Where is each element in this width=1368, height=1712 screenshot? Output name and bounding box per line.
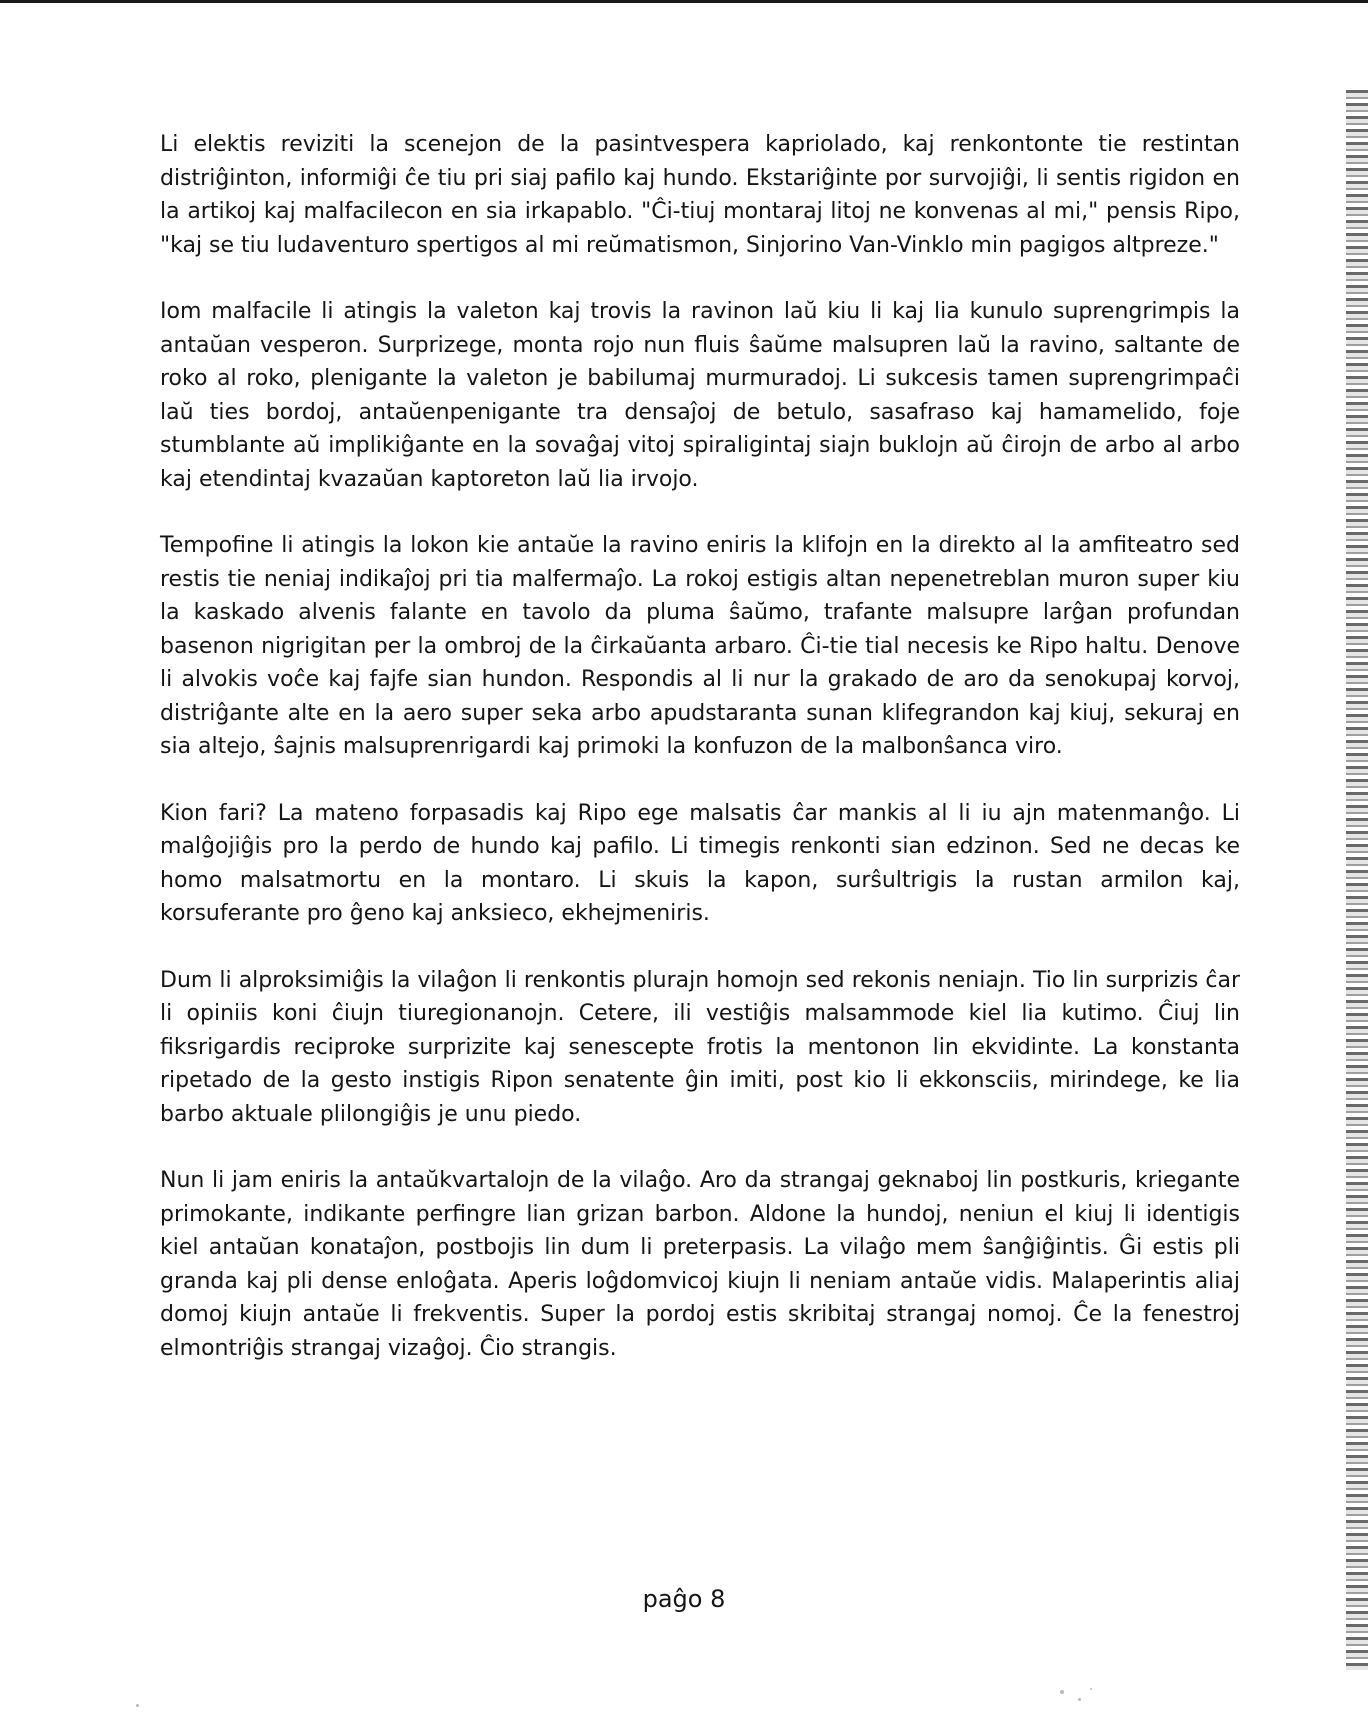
scan-speck [1090, 1688, 1092, 1690]
paragraph-1: Li elektis reviziti la scenejon de la pasintvespera kapriolado, kaj renkontonte tie restintan distriĝinton, informiĝi ĉe tiu pri siaj pafilo kaj hundo. Ekstariĝinte por survojiĝi, li sentis rigidon en la artikoj kaj malfacilecon en sia irkapablo. "Ĉi-tiuj montaraj litoj ne konvenas al mi," pensis Ripo, "kaj se tiu ludaventuro spertigos al mi reŭmatismon, Sinjorino Van-Vinklo min pagigos altpreze." [160, 132, 1240, 258]
scan-speck [1078, 1698, 1081, 1701]
document-body [160, 128, 1240, 1398]
scan-speck [1060, 1690, 1064, 1694]
paragraph-2: Iom malfacile li atingis la valeton kaj trovis la ravinon laŭ kiu li kaj lia kunulo suprengrimpis la antaŭan vesperon. Surprizege, monta rojo nun fluis ŝaŭme malsupren laŭ la ravino, saltante de roko al roko, plenigante la valeton je babilumaj murmuradoj. Li sukcesis tamen suprengrimpaĉi laŭ ties bordoj, antaŭenpenigante tra densaĵoj de betulo, sasafraso kaj hamamelido, foje stumblante aŭ implikiĝante en la sovaĝaj vitoj spiraligintaj siajn buklojn aŭ ĉirojn de arbo al arbo kaj etendintaj kvazaŭan kaptoreton laŭ lia irvojo. [160, 299, 1240, 492]
page-number: paĝo 8 [642, 1585, 726, 1613]
scan-right-edge-noise [1346, 90, 1368, 1670]
paragraph-6: Nun li jam eniris la antaŭkvartalojn de la vilaĝo. Aro da strangaj geknaboj lin postkuris, kriegante primokante, indikante perfingre lian grizan barbon. Aldone la hundoj, neniun el kiuj li identigis kiel antaŭan konataĵon, postbojis lin dum li preterpasis. La vilaĝo mem ŝanĝiĝintis. Ĝi estis pli granda kaj pli dense enloĝata. Aperis loĝdomvicoj kiujn li neniam antaŭe vidis. Malaperintis aliaj domoj kiujn antaŭe li frekventis. Super la pordoj estis skribitaj strangaj nomoj. Ĉe la fenestroj elmontriĝis strangaj vizaĝoj. Ĉio strangis. [160, 1168, 1240, 1361]
scan-top-border [0, 0, 1368, 3]
paragraph-4: Kion fari? La mateno forpasadis kaj Ripo ege malsatis ĉar mankis al li iu ajn matenmanĝo. Li malĝojiĝis pro la perdo de hundo kaj pafilo. Li timegis renkonti sian edzinon. Sed ne decas ke homo malsatmortu en la montaro. Li skuis la kapon, surŝultrigis la rustan armilon kaj, korsuferante pro ĝeno kaj anksieco, ekhejmeniris. [160, 800, 1240, 926]
paragraph-3: Tempofine li atingis la lokon kie antaŭe la ravino eniris la klifojn en la direkto al la amfiteatro sed restis tie neniaj indikaĵoj pri tia malfermaĵo. La rokoj estigis altan nepenetreblan muron super kiu la kaskado alvenis falante en tavolo da pluma ŝaŭmo, trafante malsupre larĝan profundan basenon nigrigitan per la ombroj de la ĉirkaŭanta arbaro. Ĉi-tie tial necesis ke Ripo haltu. Denove li alvokis voĉe kaj fajfe sian hundon. Respondis al li nur la grakado de aro da senokupaj korvoj, distriĝante alte en la aero super seka arbo apudstaranta sunan klifegrandon kaj kiuj, sekuraj en sia altejo, ŝajnis malsuprenrigardi kaj primoki la konfuzon de la malbonŝanca viro. [160, 533, 1240, 759]
paragraph-5: Dum li alproksimiĝis la vilaĝon li renkontis plurajn homojn sed rekonis neniajn. Tio lin surprizis ĉar li opiniis koni ĉiujn tiuregionanojn. Cetere, ili vestiĝis malsammode kiel lia kutimo. Ĉiuj lin fiksrigardis reciproke surprizite kaj senescepte frotis la mentonon lin ekvidinte. La konstanta ripetado de la gesto instigis Ripon senatente ĝin imiti, post kio li ekkonsciis, mirindege, ke lia barbo aktuale plilongiĝis je unu piedo. [160, 967, 1240, 1127]
scan-speck [136, 1704, 139, 1707]
